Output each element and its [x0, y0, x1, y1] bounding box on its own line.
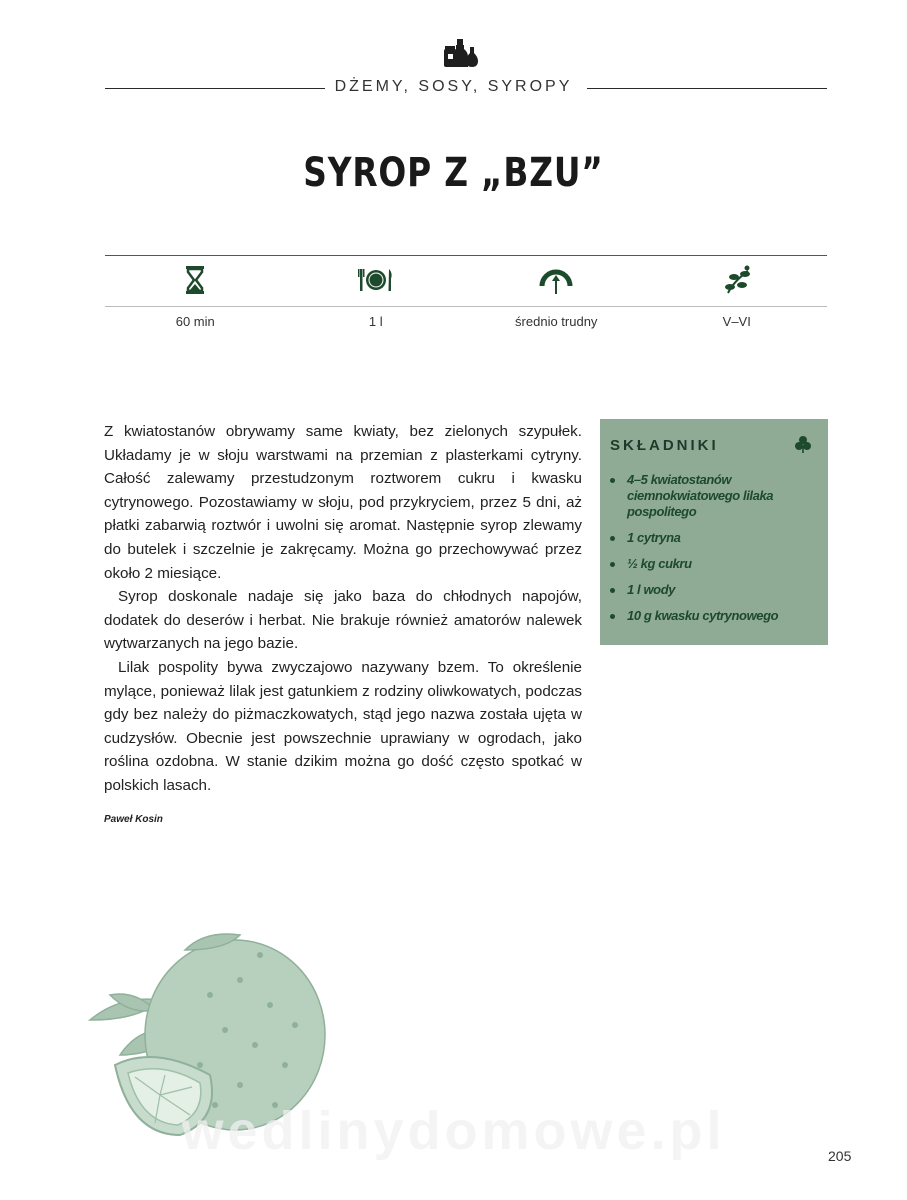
difficulty-gauge-icon [539, 266, 573, 294]
ingredient-item: 10 g kwasku cytrynowego [610, 608, 816, 624]
section-title: DŻEMY, SOSY, SYROPY [0, 78, 907, 96]
ingredients-box [600, 419, 828, 645]
info-difficulty: średnio trudny [515, 314, 598, 329]
recipe-body [104, 420, 582, 798]
ingredients-list [610, 472, 816, 624]
info-values-row [105, 314, 827, 329]
page-number: 205 [828, 1148, 852, 1164]
info-season-cell [647, 258, 828, 302]
body-paragraph: Syrop doskonale nadaje się jako baza do chłodnych napojów, dodatek do deserów i herbat. Nie brakuje również amatorów nalewek wytwarzanych na jego bazie. [104, 588, 582, 653]
body-paragraph: Z kwiatostanów obrywamy same kwiaty, bez zielonych szypułek. Układamy je w słoju warstwami na przemian z plasterkami cytryny. Całość zalewamy przestudzonym roztworem cukru i kwasku cytrynowego. Pozostawiamy w słoju, pod przykryciem, przez 5 dni, aż płatki zabarwią roztwór i uwolni się aromat. Następnie syrop zlewamy do butelek i szczelnie je zakręcamy. Można go przechowywać przez około 2 miesiące. [104, 423, 582, 582]
herb-icon [722, 265, 752, 295]
info-top-rule [105, 255, 827, 256]
watermark: wedlinydomowe.pl [181, 1101, 726, 1161]
ingredients-title: SKŁADNIKI [610, 437, 719, 454]
recipe-title: SYROP Z „BZU” [303, 150, 604, 196]
author: Paweł Kosin [104, 814, 163, 825]
ingredient-item: 1 l wody [610, 582, 816, 598]
ingredient-item: ½ kg cukru [610, 556, 816, 572]
info-yield: 1 l [368, 314, 383, 329]
info-difficulty-cell [466, 258, 647, 302]
plate-cutlery-icon [358, 267, 394, 293]
info-season: V–VI [722, 314, 751, 329]
info-time: 60 min [175, 314, 215, 329]
clover-icon [794, 435, 812, 453]
info-time-cell [105, 258, 286, 302]
info-icons-row [105, 258, 827, 302]
info-yield-cell [286, 258, 467, 302]
info-bottom-rule [105, 306, 827, 307]
jars-bottles-icon [440, 35, 480, 69]
body-paragraph: Lilak pospolity bywa zwyczajowo nazywany bzem. To określenie mylące, ponieważ lilak jest gatunkiem z rodziny oliwkowatych, podczas gdy bez należy do piżmaczkowatych, stąd jego nazwa została ujęta w cudzysłów. Obecnie jest powszechnie uprawiany w ogrodach, jako roślina ozdobna. W stanie dzikim można go dość często spotkać w polskich lasach. [104, 658, 582, 794]
hourglass-icon [185, 266, 205, 294]
ingredient-item: 1 cytryna [610, 530, 816, 546]
ingredient-item: 4–5 kwiatostanów ciemnokwiatowego lilaka pospolitego [610, 472, 816, 520]
